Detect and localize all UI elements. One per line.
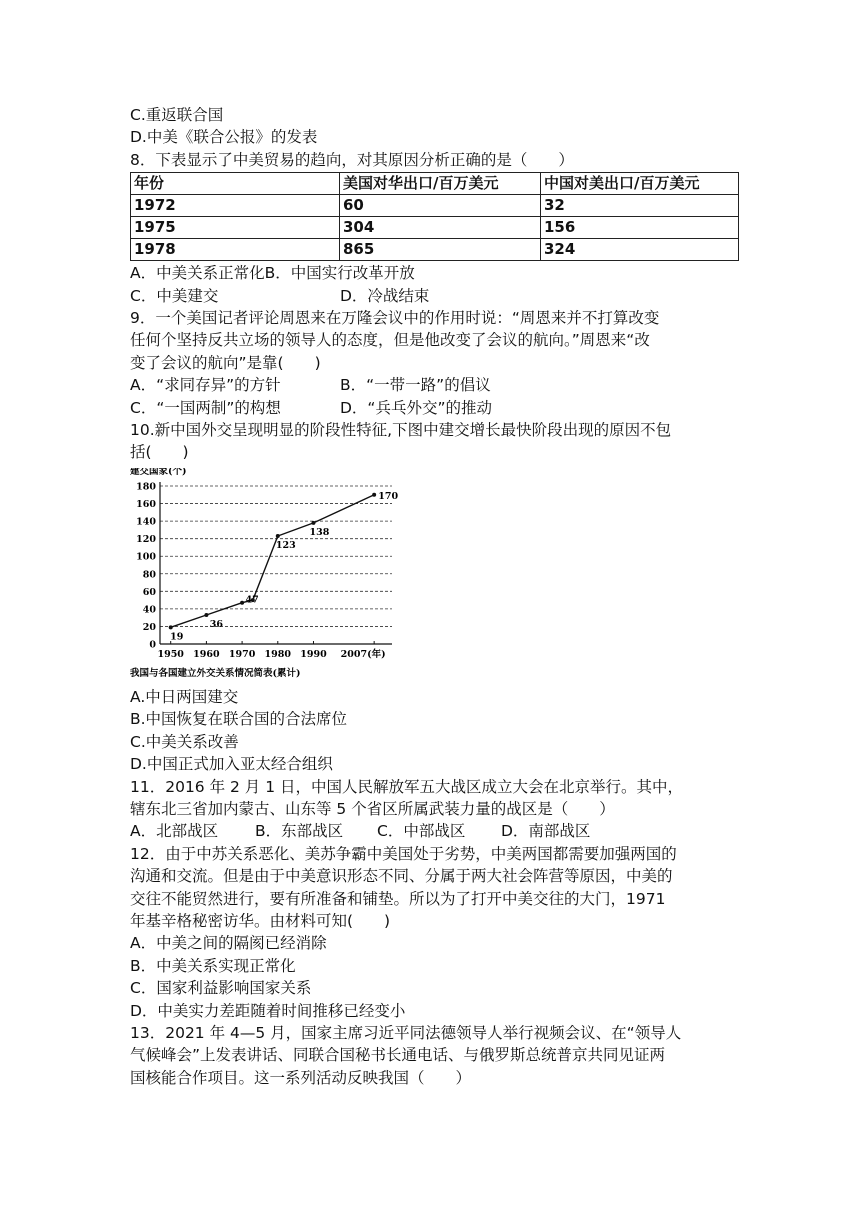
y-tick-label: 60 (142, 586, 156, 598)
data-label: 138 (309, 526, 330, 538)
q10-stem-line1: 10.新中国外交呈现明显的阶段性特征,下图中建交增长最快阶段出现的原因不包 (130, 421, 672, 440)
series-line (171, 495, 375, 628)
q8-option-d: D．冷战结束 (340, 286, 430, 305)
table-header-us-export: 美国对华出口/百万美元 (340, 173, 541, 195)
y-tick-label: 140 (136, 516, 156, 528)
data-point (276, 534, 280, 538)
q10-option-c: C.中美关系改善 (130, 732, 239, 751)
q8-options-row1 (130, 262, 740, 284)
q13-stem-line2: 气候峰会”上发表讲话、同联合国秘书长通电话、与俄罗斯总统普京共同见证两 (130, 1046, 666, 1065)
q12-stem-line1: 12．由于中苏关系恶化、美苏争霸中美国处于劣势，中美两国都需要加强两国的 (130, 844, 677, 863)
data-label: 123 (275, 539, 296, 551)
diplomatic-relations-chart (130, 468, 400, 682)
q10-stem-line2: 括( ) (130, 443, 189, 462)
q12-option-d: D．中美实力差距随着时间推移已经变小 (130, 1001, 406, 1020)
y-tick-label: 180 (136, 481, 156, 493)
data-label: 170 (378, 490, 399, 502)
q12-stem-line2: 沟通和交流。但是由于中美意识形态不同、分属于两大社会阵营等原因，中美的 (130, 867, 673, 886)
trade-table-header-row (131, 173, 739, 195)
q11-stem-line2: 辖东北三省加内蒙古、山东等 5 个省区所属武装力量的战区是（ ） (130, 799, 615, 818)
q8-option-c: C．中美建交 (130, 286, 219, 305)
table-row (131, 195, 739, 217)
data-point (372, 493, 376, 497)
data-point (311, 521, 315, 525)
table-row (131, 217, 739, 239)
table-cell-year: 1972 (131, 195, 340, 217)
data-label: 47 (245, 594, 259, 606)
q8-option-a: A．中美关系正常化 (130, 264, 265, 283)
x-tick-label: 1970 (228, 648, 256, 660)
q9-options-row1 (130, 374, 740, 396)
y-tick-label: 80 (142, 569, 156, 581)
q12-option-b: B．中美关系实现正常化 (130, 956, 296, 975)
table-cell-cn-export: 32 (541, 195, 739, 217)
q12-stem-line4: 年基辛格秘密访华。由材料可知( ) (130, 911, 391, 930)
table-cell-cn-export: 156 (541, 217, 739, 239)
data-point (169, 625, 173, 629)
q9-stem-line3: 变了会议的航向”是靠( ) (130, 353, 321, 372)
q9-options-row2 (130, 397, 740, 419)
table-cell-us-export: 304 (340, 217, 541, 239)
chart-caption: 我国与各国建立外交关系情况简表(累计) (130, 667, 301, 679)
q12-stem-line3: 交往不能贸然进行，要有所准备和铺垫。所以为了打开中美交往的大门，1971 (130, 889, 666, 908)
diplomatic-relations-chart-svg (130, 468, 400, 682)
q8-option-b: B．中国实行改革开放 (264, 264, 415, 283)
q9-stem-line1: 9．一个美国记者评论周恩来在万隆会议中的作用时说：“周恩来并不打算改变 (130, 309, 660, 328)
q11-option-b: B．东部战区 (255, 822, 344, 841)
q9-option-b: B．“一带一路”的倡议 (340, 376, 491, 395)
y-tick-label: 160 (136, 498, 156, 510)
table-cell-us-export: 865 (340, 239, 541, 261)
x-tick-label: 1960 (193, 648, 220, 660)
q11-option-d: D．南部战区 (501, 822, 591, 841)
q10-option-a: A.中日两国建交 (130, 687, 239, 706)
q9-option-c: C．“一国两制”的构想 (130, 398, 281, 417)
y-tick-label: 40 (142, 604, 156, 616)
trade-table (130, 172, 739, 261)
q8-stem: 8．下表显示了中美贸易的趋向，对其原因分析正确的是（ ） (130, 150, 574, 169)
x-tick-label: 1950 (157, 648, 184, 660)
y-tick-label: 0 (149, 639, 156, 651)
data-point (204, 613, 208, 617)
table-cell-cn-export: 324 (541, 239, 739, 261)
y-tick-label: 100 (136, 551, 156, 563)
q11-option-c: C．中部战区 (377, 822, 466, 841)
y-tick-label: 120 (136, 534, 156, 546)
table-cell-year: 1978 (131, 239, 340, 261)
x-tick-label: 1980 (264, 648, 292, 660)
q13-stem-line1: 13．2021 年 4—5 月，国家主席习近平同法德领导人举行视频会议、在“领导人 (130, 1023, 682, 1042)
y-axis-title: 建交国家(个) (130, 467, 187, 477)
table-header-cn-export: 中国对美出口/百万美元 (541, 173, 739, 195)
data-label: 19 (170, 631, 184, 643)
question-document (130, 104, 740, 1089)
y-tick-label: 20 (142, 621, 156, 633)
table-row (131, 239, 739, 261)
q12-option-a: A．中美之间的隔阂已经消除 (130, 934, 327, 953)
q9-option-d: D．“兵乓外交”的推动 (340, 398, 492, 417)
q11-stem-line1: 11．2016 年 2 月 1 日，中国人民解放军五大战区成立大会在北京举行。其中， (130, 777, 684, 796)
table-cell-us-export: 60 (340, 195, 541, 217)
x-tick-label: 2007(年) (340, 648, 386, 660)
data-point (240, 601, 244, 605)
q11-options (130, 820, 740, 842)
table-header-year: 年份 (131, 173, 340, 195)
q7-option-c: C.重返联合国 (130, 106, 224, 124)
q10-option-d: D.中国正式加入亚太经合组织 (130, 755, 333, 774)
q12-option-c: C．国家利益影响国家关系 (130, 979, 312, 998)
x-tick-label: 1990 (300, 648, 327, 660)
q11-option-a: A．北部战区 (130, 822, 219, 841)
table-cell-year: 1975 (131, 217, 340, 239)
q9-option-a: A．“求同存异”的方针 (130, 376, 281, 395)
q8-options-row2 (130, 285, 740, 307)
q13-stem-line3: 国核能合作项目。这一系列活动反映我国（ ） (130, 1068, 472, 1087)
q9-stem-line2: 任何个坚持反共立场的领导人的态度，但是他改变了会议的航向。”周恩来“改 (130, 331, 650, 350)
q10-option-b: B.中国恢复在联合国的合法席位 (130, 710, 348, 729)
data-label: 36 (209, 618, 224, 630)
q7-option-d: D.中美《联合公报》的发表 (130, 128, 318, 147)
